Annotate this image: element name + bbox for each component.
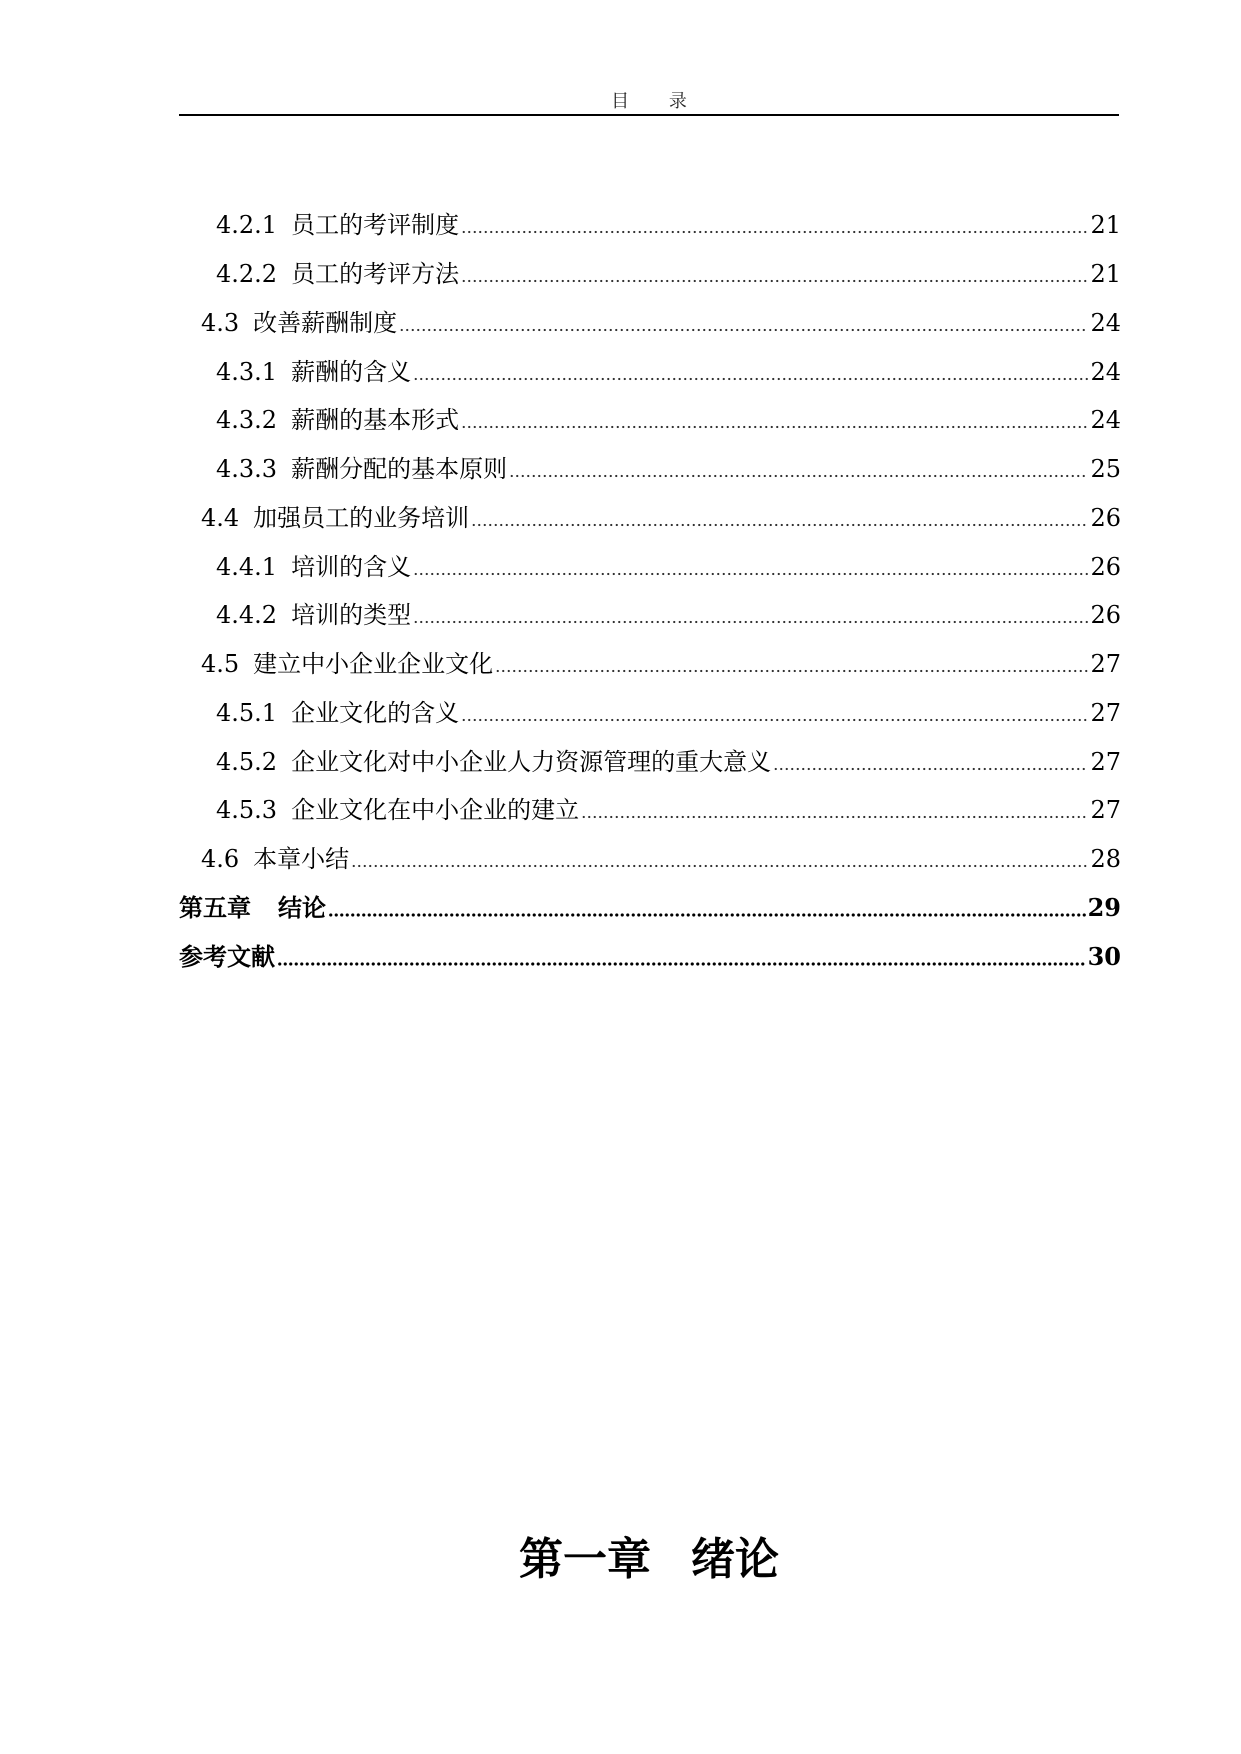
toc-entry (179, 591, 1121, 640)
toc-entry (179, 201, 1121, 250)
toc-entry-page: 27 (1090, 747, 1121, 776)
toc-entry-title: 员工的考评方法 (291, 260, 460, 289)
toc-entry-page: 21 (1090, 260, 1121, 289)
toc-entry-title: 参考文献 (179, 941, 275, 971)
toc-entry-page: 26 (1090, 601, 1121, 630)
toc-entry-number: 4.3.2 (216, 406, 278, 435)
toc-entry-title: 薪酬的含义 (291, 357, 412, 386)
table-of-contents (179, 201, 1121, 981)
toc-dot-leader (413, 555, 1088, 579)
toc-entry (179, 494, 1121, 543)
toc-entry-page: 21 (1090, 211, 1121, 240)
toc-entry-references (179, 932, 1121, 981)
toc-entry-page: 27 (1090, 650, 1121, 679)
toc-dot-leader (399, 311, 1088, 335)
toc-entry (179, 835, 1121, 884)
toc-entry-number: 4.5 (201, 650, 240, 679)
toc-entry-number: 4.3.3 (216, 455, 278, 484)
toc-entry-page: 24 (1090, 308, 1121, 337)
toc-entry (179, 250, 1121, 299)
toc-entry-number: 4.3.1 (216, 357, 278, 386)
toc-entry-number: 4.5.1 (216, 698, 278, 727)
toc-entry-number: 4.2.2 (216, 260, 278, 289)
toc-dot-leader (351, 847, 1088, 871)
toc-entry-number: 4.2.1 (216, 211, 278, 240)
toc-entry-title: 培训的类型 (291, 601, 412, 630)
toc-entry (179, 445, 1121, 494)
toc-entry (179, 347, 1121, 396)
toc-entry-page: 24 (1090, 357, 1121, 386)
toc-entry (179, 786, 1121, 835)
toc-entry-page: 28 (1090, 845, 1121, 874)
toc-dot-leader (509, 457, 1088, 481)
toc-entry-title: 薪酬的基本形式 (291, 406, 460, 435)
toc-dot-leader (461, 262, 1088, 286)
toc-entry-page: 27 (1090, 698, 1121, 727)
toc-dot-leader (413, 603, 1088, 627)
toc-entry-number: 4.6 (201, 845, 240, 874)
toc-entry (179, 542, 1121, 591)
toc-dot-leader (413, 360, 1088, 384)
toc-entry-title: 加强员工的业务培训 (253, 503, 470, 532)
toc-entry-title: 改善薪酬制度 (253, 308, 398, 337)
toc-entry-title: 企业文化在中小企业的建立 (291, 796, 580, 825)
toc-dot-leader (461, 213, 1088, 237)
toc-entry (179, 299, 1121, 348)
toc-entry-title: 本章小结 (253, 845, 350, 874)
toc-entry-title: 员工的考评制度 (291, 211, 460, 240)
toc-dot-leader (461, 701, 1088, 725)
toc-entry-page: 25 (1090, 455, 1121, 484)
toc-entry (179, 396, 1121, 445)
toc-entry-number: 4.4.1 (216, 552, 278, 581)
toc-dot-leader (773, 750, 1088, 774)
toc-dot-leader (461, 408, 1088, 432)
toc-entry-chapter (179, 884, 1121, 933)
header-rule (179, 114, 1119, 116)
running-header-title: 目 录 (611, 91, 687, 112)
toc-entry-title: 薪酬分配的基本原则 (291, 455, 508, 484)
toc-entry-title: 企业文化对中小企业人力资源管理的重大意义 (291, 747, 772, 776)
toc-entry-page: 30 (1087, 941, 1121, 971)
toc-entry-title: 结论 (278, 892, 326, 922)
chapter-heading (179, 1532, 1119, 1588)
toc-entry-page: 29 (1087, 892, 1121, 922)
toc-entry-title: 企业文化的含义 (291, 698, 460, 727)
toc-dot-leader (277, 945, 1086, 969)
toc-entry-page: 27 (1090, 796, 1121, 825)
toc-dot-leader (328, 896, 1086, 920)
toc-entry-number: 4.5.2 (216, 747, 278, 776)
toc-entry-page: 26 (1090, 503, 1121, 532)
toc-entry-number: 4.4 (201, 503, 240, 532)
chapter-heading-title: 绪论 (691, 1534, 779, 1585)
toc-entry (179, 737, 1121, 786)
toc-entry (179, 689, 1121, 738)
toc-entry-title: 培训的含义 (291, 552, 412, 581)
toc-entry-page: 26 (1090, 552, 1121, 581)
toc-entry-number: 第五章 (179, 892, 251, 922)
toc-entry-page: 24 (1090, 406, 1121, 435)
toc-entry (179, 640, 1121, 689)
toc-dot-leader (495, 652, 1088, 676)
toc-dot-leader (581, 798, 1088, 822)
chapter-heading-label: 第一章 (519, 1534, 651, 1585)
toc-entry-title: 建立中小企业企业文化 (253, 650, 494, 679)
toc-dot-leader (471, 506, 1088, 530)
toc-entry-number: 4.3 (201, 308, 240, 337)
toc-entry-number: 4.5.3 (216, 796, 278, 825)
toc-entry-number: 4.4.2 (216, 601, 278, 630)
